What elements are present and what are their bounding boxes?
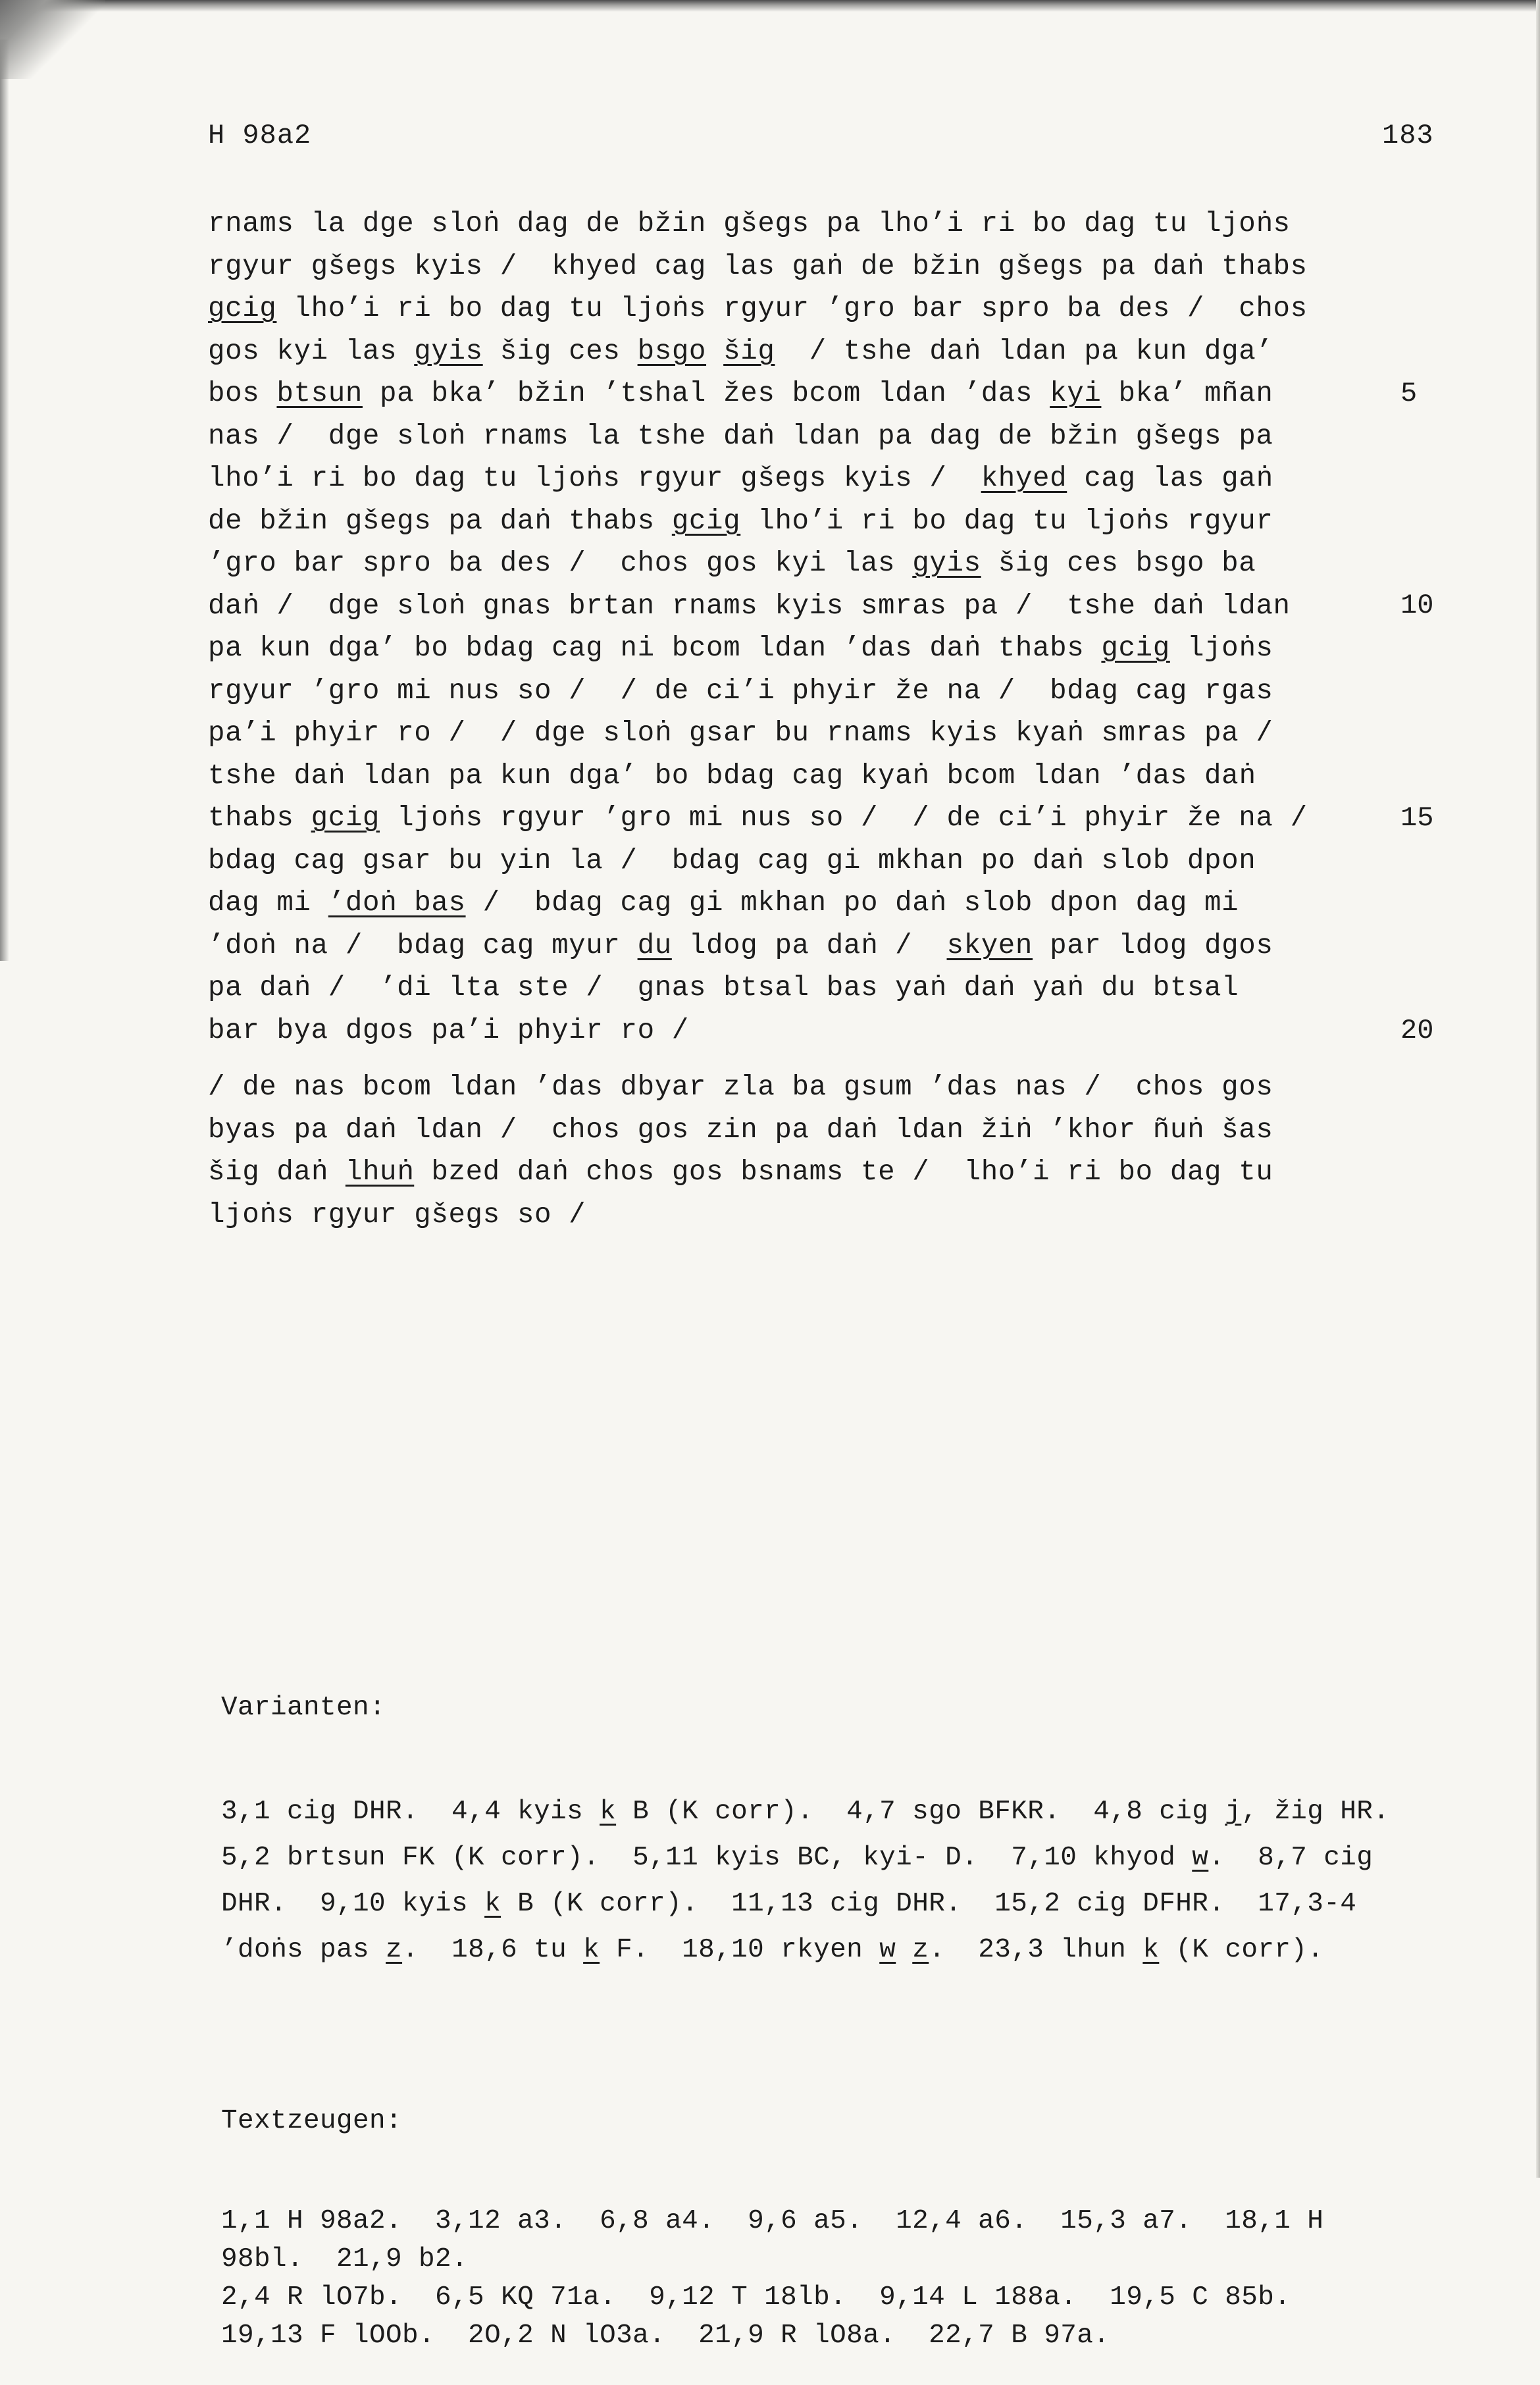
text-segment: dag mi [208,887,328,919]
underlined-word: ’doṅ bas [328,887,466,919]
text-segment: par ldog dgos [1033,929,1273,962]
text-segment: 98bl. 21,9 b2. [221,2244,469,2274]
text-segment: ’doṅs pas [221,1935,386,1965]
underlined-word: gcig [671,505,741,537]
text-segment: bdag cag gsar bu yin la / bdag cag gi mkhan po daṅ slob dpon [208,844,1256,877]
text-segment: rnams la dge sloṅ dag de bžin gšegs pa lho’i ri bo dag tu ljoṅs [208,208,1291,240]
text-segment: daṅ / dge sloṅ gnas brtan rnams kyis smras pa / tshe daṅ ldan [208,590,1291,622]
text-segment: DHR. 9,10 kyis [221,1889,485,1919]
text-line [208,245,1340,288]
text-line [208,755,1340,798]
text-segment: 3,1 cig DHR. 4,4 kyis [221,1797,600,1827]
text-segment: ljoṅs rgyur gšegs so / [208,1198,586,1231]
underlined-word: k [583,1935,600,1965]
text-line [221,1881,1485,1927]
text-segment: bka’ mñan [1101,378,1273,409]
underlined-word: k [1142,1935,1160,1965]
text-segment: šig ces [482,335,638,367]
underlined-word: btsun [276,378,363,409]
text-segment: rgyur gšegs kyis / khyed cag las gaṅ de bžin gšegs pa daṅ thabs [208,250,1308,282]
text-line [208,1066,1340,1109]
text-segment: (K corr). [1159,1935,1324,1965]
text-line [208,288,1340,330]
text-line [208,925,1340,967]
varianten-list [221,1789,1485,1973]
text-segment: / tshe daṅ ldan pa kun dga’ [775,335,1273,367]
text-line [208,1109,1340,1152]
line-number-5: 5 [1400,378,1418,409]
textzeugen-heading: Textzeugen: [221,2106,403,2136]
text-segment: gos kyi las [208,335,415,367]
text-segment: , žig HR. [1241,1797,1390,1827]
line-number-10: 10 [1400,590,1434,621]
varianten-heading: Varianten: [221,1693,386,1723]
main-text [208,203,1340,1236]
text-segment: bar bya dgos pa’i phyir ro / [208,1014,689,1046]
text-line [208,372,1340,415]
text-segment: / de nas bcom ldan ’das dbyar zla ba gsum ’das nas / chos gos [208,1071,1273,1103]
underlined-word: w [879,1935,896,1965]
text-segment: šig ces bsgo ba [981,548,1256,579]
text-line [221,1789,1485,1835]
critical-apparatus [221,1627,1485,2385]
text-segment: šig daṅ [208,1156,346,1188]
text-segment: 5,2 brtsun FK (K corr). 5,11 kyis BC, kyi- D. 7,10 khyod [221,1843,1193,1873]
text-segment: tshe daṅ ldan pa kun dga’ bo bdag cag kyaṅ bcom ldan ’das daṅ [208,759,1256,792]
text-segment: 19,13 F lOOb. 2O,2 N lO3a. 21,9 R lO8a. 22,7 B 97a. [221,2321,1110,2351]
page-number: 183 [1382,120,1434,151]
text-segment: bos [208,378,277,409]
underlined-word: gcig [311,802,380,834]
text-line [221,2278,1485,2317]
underlined-word: bsgo [637,335,707,367]
textzeugen-list [221,2202,1485,2355]
text-segment: de bžin gšegs pa daṅ thabs [208,505,672,537]
text-line [208,1151,1340,1194]
text-segment: rgyur ’gro mi nus so / / de ci’i phyir že na / bdag cag rgas [208,675,1273,707]
underlined-word: j [1225,1797,1242,1827]
underlined-word: gcig [1101,632,1170,664]
text-segment: . 23,3 lhun [929,1935,1143,1965]
text-line [208,203,1340,245]
text-line [208,840,1340,883]
text-segment: thabs [208,802,311,834]
text-segment: 1,1 H 98a2. 3,12 a3. 6,8 a4. 9,6 a5. 12,4 a6. 15,3 a7. 18,1 H [221,2206,1324,2236]
text-line [208,585,1340,628]
text-segment: pa bka’ bžin ’tshal žes bcom ldan ’das [362,378,1050,409]
underlined-word: gyis [414,335,483,367]
underlined-word: khyed [981,463,1067,494]
running-header: H 98a2 [208,120,312,151]
text-segment: lho’i ri bo dag tu ljoṅs rgyur gšegs kyis / [208,463,981,494]
line-number-15: 15 [1400,802,1434,834]
text-line [208,670,1340,713]
text-line [208,330,1340,373]
text-line [208,882,1340,925]
text-segment: . 18,6 tu [402,1935,584,1965]
underlined-word: gyis [912,548,981,579]
text-segment: pa daṅ / ’di lta ste / gnas btsal bas yaṅ daṅ yaṅ du btsal [208,972,1239,1004]
text-segment: bzed daṅ chos gos bsnams te / lho’i ri bo dag tu [414,1156,1273,1188]
underlined-word: gcig [208,293,277,324]
underlined-word: k [484,1889,501,1919]
text-segment: pa’i phyir ro / / dge sloṅ gsar bu rnams kyis kyaṅ smras pa / [208,717,1273,749]
text-segment: ljoṅs rgyur ’gro mi nus so / / de ci’i phyir že na / [380,802,1308,834]
page-right-edge [1536,0,1540,2178]
text-line [208,1010,1340,1052]
text-segment: 2,4 R lO7b. 6,5 KQ 71a. 9,12 T 18lb. 9,14 L 188a. 19,5 C 85b. [221,2282,1291,2313]
text-segment: F. 18,10 rkyen [600,1935,880,1965]
text-line [221,1927,1485,1973]
text-segment [706,336,723,367]
text-line [208,542,1340,585]
text-segment: byas pa daṅ ldan / chos gos zin pa daṅ ldan žiṅ ’khor ñuṅ šas [208,1114,1273,1146]
text-segment [896,1935,912,1965]
text-line [208,500,1340,543]
text-line [221,2240,1485,2278]
text-segment: ’doṅ na / bdag cag myur [208,929,638,962]
line-number-20: 20 [1400,1015,1434,1046]
text-segment: / bdag cag gi mkhan po daṅ slob dpon dag mi [465,887,1239,919]
text-line [208,415,1340,458]
text-line [208,712,1340,755]
page-top-edge [0,0,1540,12]
underlined-word: lhuṅ [345,1156,415,1188]
text-segment: cag las gaṅ [1067,463,1273,494]
text-segment: lho’i ri bo dag tu ljoṅs rgyur [740,505,1273,537]
text-segment: ldog pa daṅ / [671,929,947,962]
text-line [208,967,1340,1010]
text-line [208,627,1340,670]
text-segment: lho’i ri bo dag tu ljoṅs rgyur ’gro bar spro ba des / chos [276,293,1308,324]
underlined-word: du [637,929,672,962]
text-segment: pa kun dga’ bo bdag cag ni bcom ldan ’das daṅ thabs [208,632,1102,664]
text-segment: ljoṅs [1169,632,1273,664]
text-segment: ’gro bar spro ba des / chos gos kyi las [208,548,913,579]
scan-left-edge [0,39,9,961]
underlined-word: skyen [946,929,1033,962]
text-segment: B (K corr). 4,7 sgo BFKR. 4,8 cig [616,1797,1225,1827]
underlined-word: kyi [1050,378,1102,409]
text-line [221,1835,1485,1881]
text-line [221,2202,1485,2240]
text-line [221,2317,1485,2355]
underlined-word: k [600,1797,617,1827]
underlined-word: z [912,1935,929,1965]
text-line [208,1194,1340,1237]
text-segment: B (K corr). 11,13 cig DHR. 15,2 cig DFHR. 17,3-4 [501,1889,1357,1919]
underlined-word: šig [723,335,775,367]
underlined-word: w [1192,1843,1209,1873]
text-line [208,797,1340,840]
underlined-word: z [386,1935,403,1965]
text-segment: nas / dge sloṅ rnams la tshe daṅ ldan pa dag de bžin gšegs pa [208,420,1273,452]
text-line [208,457,1340,500]
text-segment: . 8,7 cig [1208,1843,1373,1873]
page-corner-shadow [0,0,105,79]
